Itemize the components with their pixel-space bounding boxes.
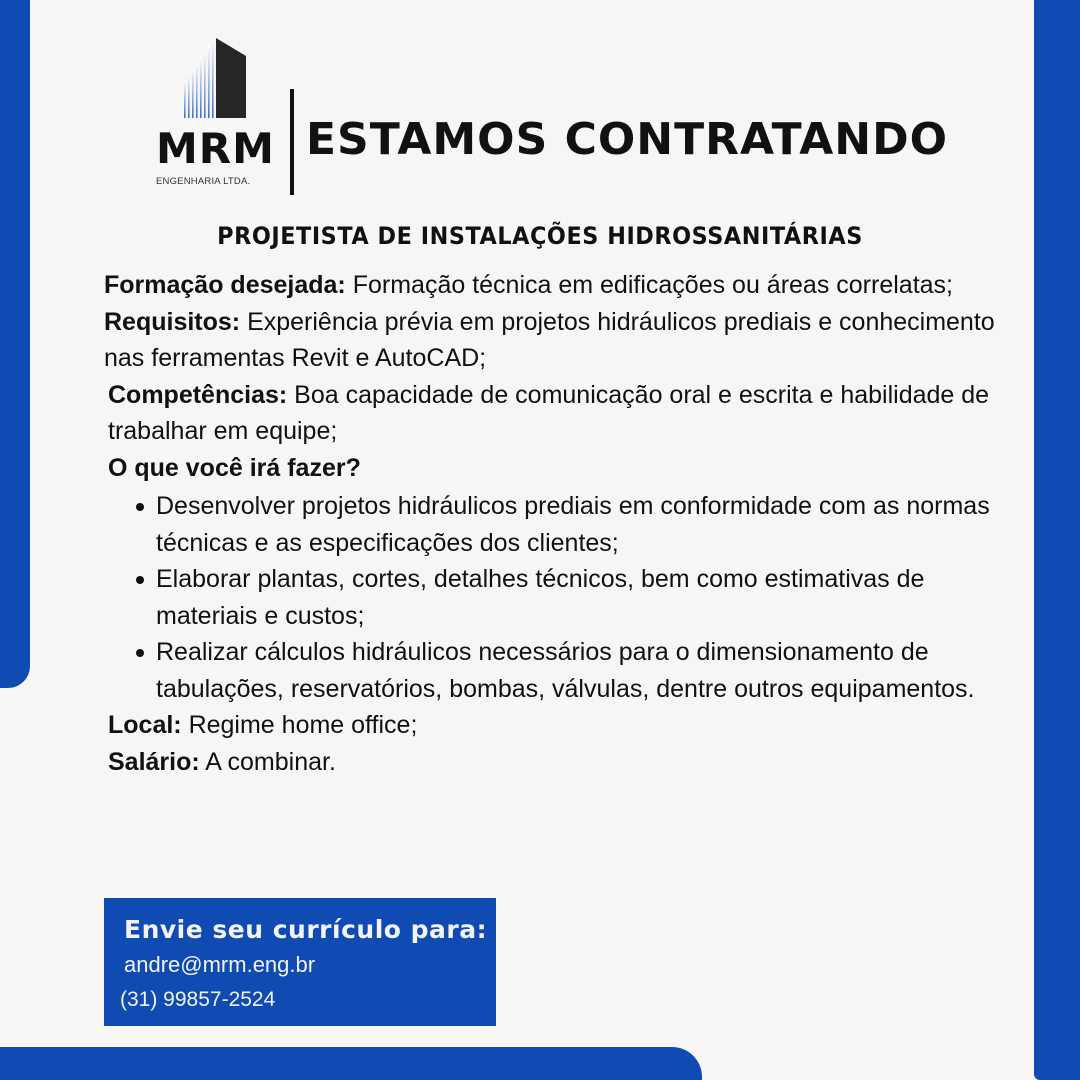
requisitos-item — [104, 304, 1004, 377]
local-label: Local: — [108, 711, 182, 739]
formacao-item — [104, 267, 1004, 304]
tasks-heading — [104, 450, 1004, 487]
requisitos-label: Requisitos: — [104, 307, 241, 336]
logo-wordmark: MRM — [156, 124, 275, 173]
task-item: Elaborar plantas, cortes, detalhes técnicos, bem como estimativas de materiais e custos; — [104, 561, 1004, 634]
decorative-right-bar — [1034, 0, 1080, 1080]
task-item: Desenvolver projetos hidráulicos prediais em conformidade com as normas técnicas e as especificações dos clientes; — [104, 488, 1004, 561]
local-item — [104, 707, 1004, 744]
job-title: PROJETISTA DE INSTALAÇÕES HIDROSSANITÁRIAS — [217, 222, 863, 250]
logo-subtitle: ENGENHARIA LTDA. — [156, 176, 251, 187]
job-description — [104, 267, 1004, 780]
requisitos-text: Experiência prévia em projetos hidráulicos prediais e conhecimento nas ferramentas Revit e AutoCAD; — [104, 307, 995, 372]
contact-box — [104, 898, 496, 1026]
contact-email-link[interactable]: andre@mrm.eng.br — [124, 952, 316, 977]
header-divider — [290, 89, 294, 195]
contact-title: Envie seu currículo para: — [124, 915, 488, 944]
local-text: Regime home office; — [181, 711, 418, 739]
salario-text: A combinar. — [199, 747, 336, 776]
contact-phone[interactable]: (31) 99857-2524 — [120, 988, 276, 1011]
salario-label: Salário: — [108, 747, 200, 776]
competencias-item — [104, 377, 1004, 450]
building-icon — [182, 38, 252, 120]
competencias-text: Boa capacidade de comunicação oral e escrita e habilidade de trabalhar em equipe; — [108, 380, 990, 445]
salario-item — [104, 744, 1004, 781]
formacao-text: Formação técnica em edificações ou áreas correlatas; — [345, 271, 953, 299]
tasks-heading-text: O que você irá fazer? — [108, 453, 361, 482]
company-logo — [154, 38, 278, 198]
decorative-bottom-bar — [0, 1047, 702, 1080]
decorative-left-bar — [0, 0, 30, 688]
competencias-label: Competências: — [108, 380, 288, 409]
page-headline: ESTAMOS CONTRATANDO — [306, 114, 949, 165]
tasks-list — [104, 488, 1004, 707]
formacao-label: Formação desejada: — [104, 271, 346, 299]
task-item: Realizar cálculos hidráulicos necessários para o dimensionamento de tabulações, reservatórios, bombas, válvulas, dentre outros equipamentos. — [104, 634, 1004, 707]
